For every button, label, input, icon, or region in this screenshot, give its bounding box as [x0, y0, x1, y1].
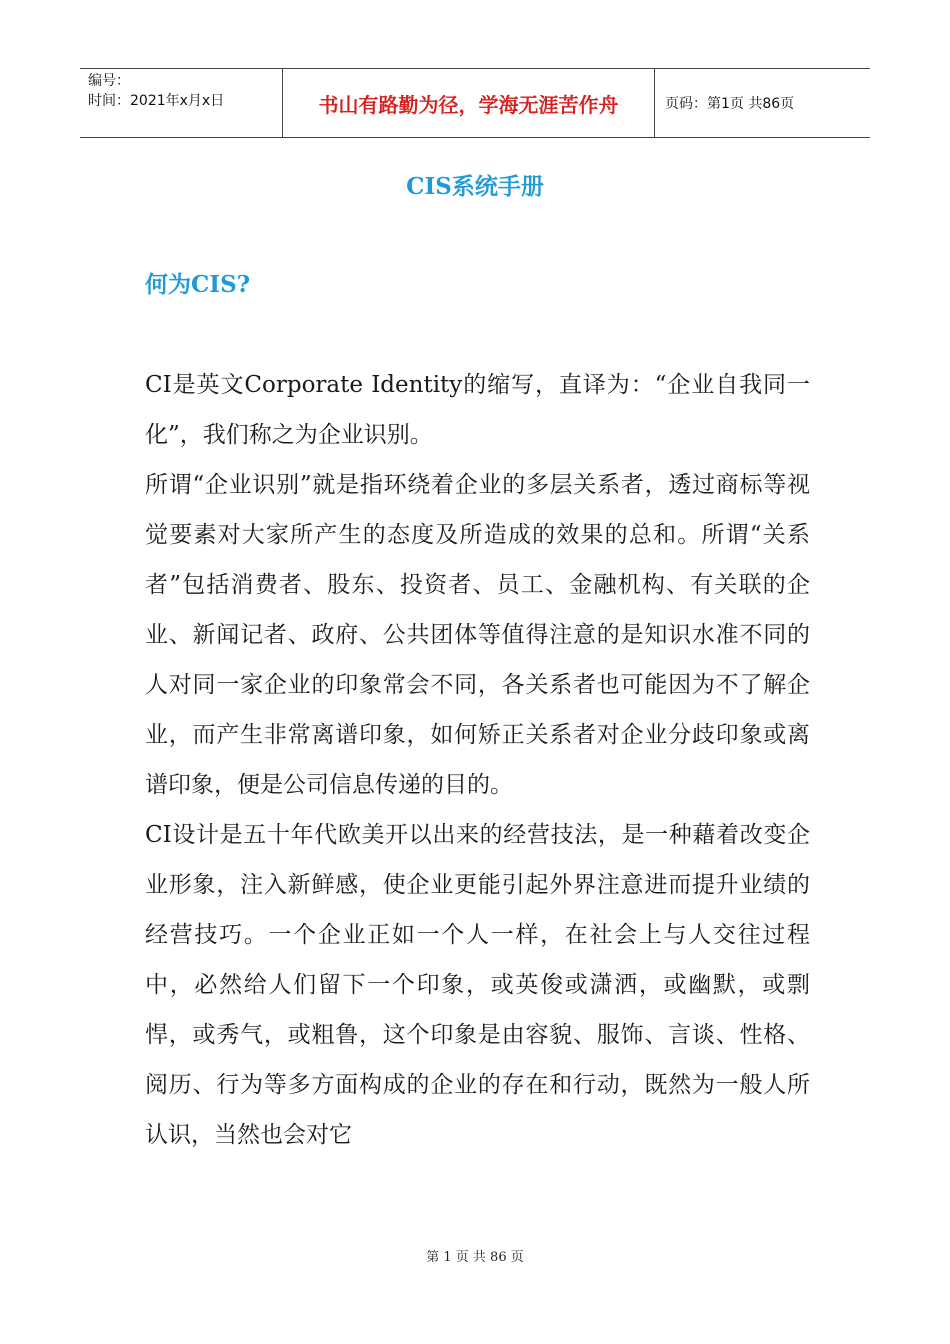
header-page-cell	[655, 69, 870, 137]
section-heading: 何为CIS?	[145, 271, 251, 298]
serial-number-label: 编号：	[88, 73, 130, 89]
paragraph: CI设计是五十年代欧美开以出来的经营技法，是一种藉着改变企业形象，注入新鲜感，使企业更能引起外界注意进而提升业绩的经营技巧。一个企业正如一个人一样，在社会上与人交往过程中，必然给人们留下一个印象，或英俊或潇洒，或幽默，或剽悍，或秀气，或粗鲁，这个印象是由容貌、服饰、言谈、性格、阅历、行为等多方面构成的企业的存在和行动，既然为一般人所认识，当然也会对它	[145, 822, 810, 1148]
header-motto-cell	[282, 69, 655, 137]
page-footer: 第 1 页 共 86 页	[426, 1250, 524, 1265]
header-meta	[80, 69, 282, 137]
header-motto: 书山有路勤为径，学海无涯苦作舟	[318, 92, 619, 117]
page-header	[80, 68, 870, 138]
paragraph: 所谓“企业识别”就是指环绕着企业的多层关系者，透过商标等视觉要素对大家所产生的态度及所造成的效果的总和。所谓“关系者”包括消费者、股东、投资者、员工、金融机构、有关联的企业、新闻记者、政府、公共团体等值得注意的是知识水准不同的人对同一家企业的印象常会不同，各关系者也可能因为不了解企业，而产生非常离谱印象，如何矫正关系者对企业分歧印象或离谱印象，便是公司信息传递的目的。	[145, 472, 810, 798]
time-label: 时间：2021年x月x日	[88, 93, 225, 109]
paragraph: CI是英文Corporate Identity的缩写，直译为：“企业自我同一化”，我们称之为企业识别。	[145, 372, 810, 448]
body-text	[145, 360, 810, 1160]
header-page-info: 页码：第1页 共86页	[665, 96, 795, 112]
document-title: CIS系统手册	[406, 173, 544, 200]
